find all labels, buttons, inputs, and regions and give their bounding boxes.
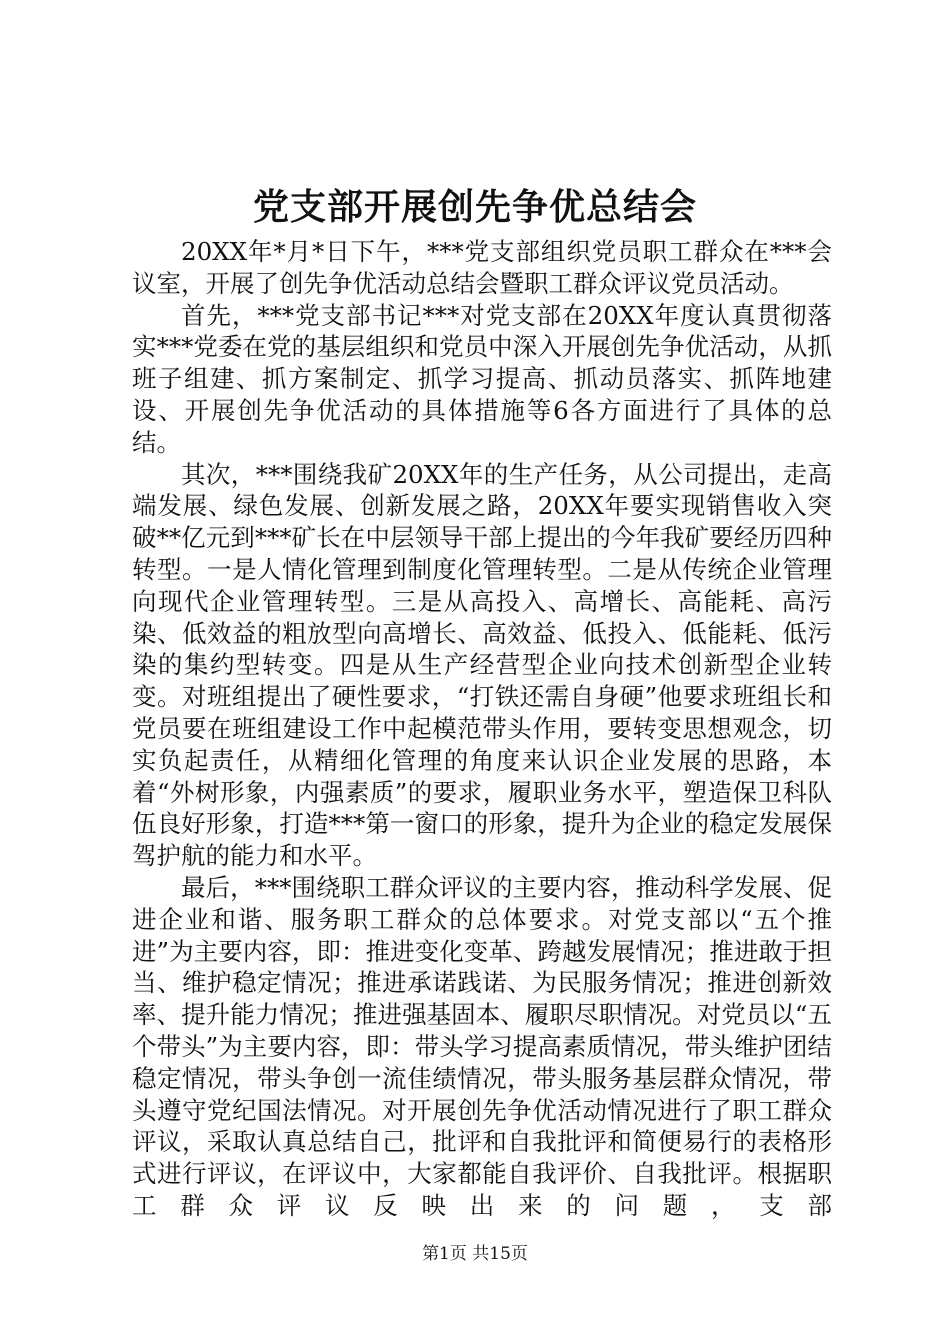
page-number-footer: 第1页 共15页 <box>422 1244 528 1264</box>
document-title: 党支部开展创先争优总结会 <box>252 186 697 228</box>
paragraph-2: 首先，***党支部书记***对党支部在20XX年度认真贯彻落实***党委在党的基层组织和党员中深入开展创先争优活动，从抓班子组建、抓方案制定、抓学习提高、抓动员落实、抓阵地建设、开展创先争优活动的具体措施等6各方面进行了具体的总结。 <box>132 300 832 457</box>
paragraph-4: 最后，***围绕职工群众评议的主要内容，推动科学发展、促进企业和谐、服务职工群众的总体要求。对党支部以“五个推进”为主要内容，即：推进变化变革、跨越发展情况；推进敢于担当、维护稳定情况；推进承诺践诺、为民服务情况；推进创新效率、提升能力情况；推进强基固本、履职尽职情况。对党员以“五个带头”为主要内容，即：带头学习提高素质情况，带头维护团结稳定情况，带头争创一流佳绩情况，带头服务基层群众情况，带头遵守党纪国法情况。对开展创先争优活动情况进行了职工群众评议，采取认真总结自己，批评和自我批评和简便易行的表格形式进行评议，在评议中，大家都能自我评价、自我批评。根据职工群众评议反映出来的问题，支部 <box>132 872 832 1220</box>
document-body <box>132 236 832 1222</box>
paragraph-1: 20XX年*月*日下午，***党支部组织党员职工群众在***会议室，开展了创先争优活动总结会暨职工群众评议党员活动。 <box>132 237 832 298</box>
paragraph-3: 其次，***围绕我矿20XX年的生产任务，从公司提出，走高端发展、绿色发展、创新发展之路，20XX年要实现销售收入突破**亿元到***矿长在中层领导干部上提出的今年我矿要经历四种转型。一是人情化管理到制度化管理转型。二是从传统企业管理向现代企业管理转型。三是从高投入、高增长、高能耗、高污染、低效益的粗放型向高增长、高效益、低投入、低能耗、低污染的集约型转变。四是从生产经营型企业向技术创新型企业转变。对班组提出了硬性要求，“打铁还需自身硬”他要求班组长和党员要在班组建设工作中起模范带头作用，要转变思想观念，切实负起责任，从精细化管理的角度来认识企业发展的思路，本着“外树形象，内强素质”的要求，履职业务水平，塑造保卫科队伍良好形象，打造***第一窗口的形象，提升为企业的稳定发展保驾护航的能力和水平。 <box>132 459 832 871</box>
